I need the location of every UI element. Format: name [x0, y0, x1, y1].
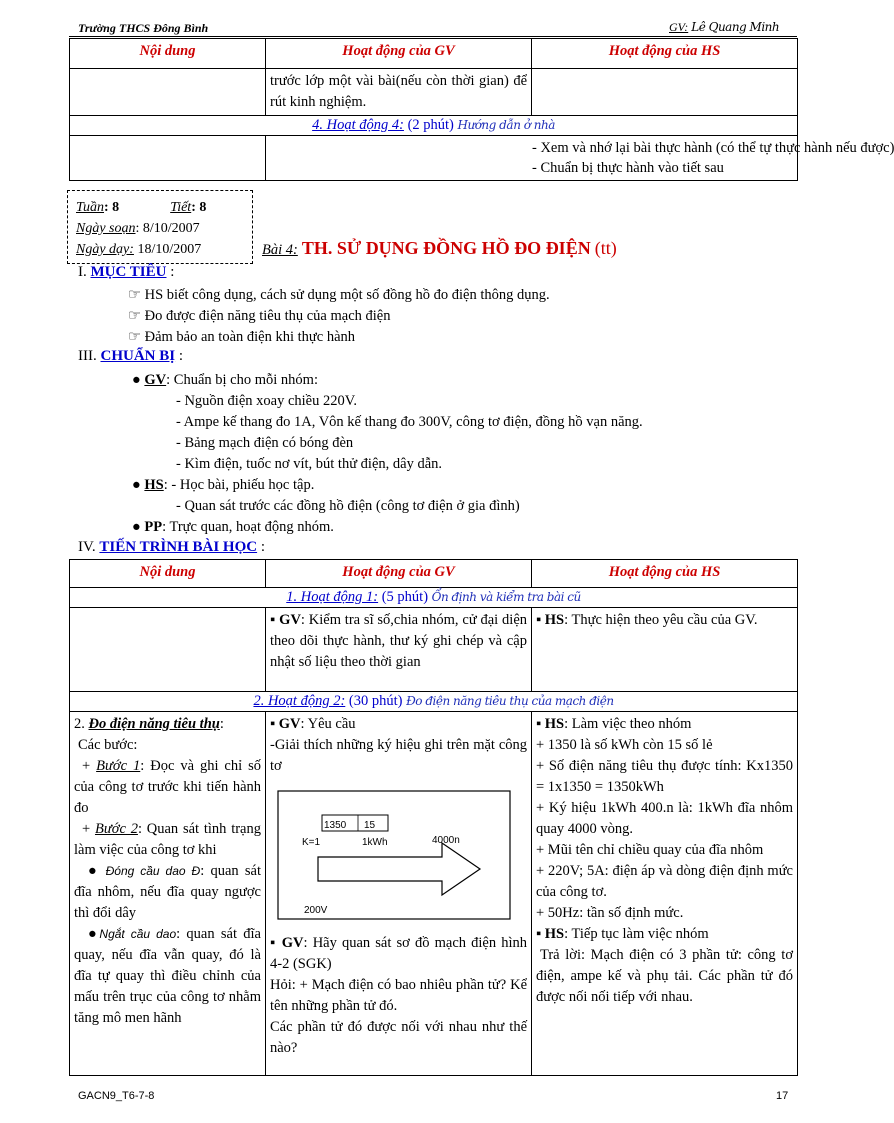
hs2-item: + 1350 là số kWh còn 15 số lẻ [536, 737, 713, 753]
activity1-label: 1. Hoạt động 1: [286, 589, 379, 605]
muc-tieu-number: I. [78, 264, 87, 280]
ngay-soan-label: Ngày soạn [76, 221, 136, 236]
activity1-row [70, 588, 798, 608]
goal-text-3: Đảm bảo an toàn điện khi thực hành [144, 329, 356, 345]
meter-rev: 4000n [432, 835, 460, 846]
section-muc-tieu [78, 264, 174, 281]
gv2-text: : Yêu cầu [300, 716, 356, 732]
ngay-day-label: Ngày dạy: [76, 242, 134, 257]
main-col-header-noi-dung: Nội dung [70, 560, 266, 588]
gv2-item: -Giải thích những ký hiệu ghi trên mặt công tơ [270, 737, 527, 774]
steps-intro: Các bước: [78, 737, 138, 753]
footer-page-number: 17 [776, 1090, 789, 1102]
prep-pp: ● PP: Trực quan, hoạt động nhóm. [132, 519, 334, 535]
goal-item: ☞ Đo được điện năng tiêu thụ của mạch điện [128, 308, 391, 324]
gv2-label: GV [278, 716, 301, 732]
cell-content-empty-2 [70, 136, 266, 181]
a1-gv-text: : Kiểm tra sĩ số,chia nhóm, cử đại diện theo dõi thực hành, thư ký ghi chép và cập nhật số liệu theo thời gian [270, 612, 527, 670]
meter-volt: 200V [304, 905, 328, 916]
activity2-label: 2. Hoạt động 2: [253, 693, 346, 709]
ngat-label: Ngắt cầu dao [99, 927, 177, 941]
table-main [69, 559, 798, 1076]
chuan-bi-title: CHUẨN BỊ [100, 348, 176, 364]
dong-text: : quan sát đĩa nhôm, nếu đĩa quay ngược thì đổi dây [74, 863, 262, 921]
a1-hs-cell: ▪ HS: Thực hiện theo yêu cầu của GV. [532, 608, 798, 692]
a1-gv-label: GV [279, 612, 301, 628]
step-1: + Bước 1: Đọc và ghi chỉ số của công tơ trước khi tiến hành đo [74, 758, 261, 816]
step2-text: : Quan sát tình trạng làm việc của công tơ khi [74, 821, 261, 858]
step2-label: Bước 2 [94, 821, 138, 837]
goal-item: ☞ Đảm bảo an toàn điện khi thực hành [128, 329, 356, 345]
activity2-handwritten: Đo điện năng tiêu thụ của mạch điện [406, 694, 614, 708]
goal-item: ☞ HS biết công dụng, cách sử dụng một số đồng hồ đo điện thông dụng. [128, 287, 550, 303]
activity1-handwritten: Ổn định và kiểm tra bài cũ [431, 590, 581, 604]
hs2-item: + 220V; 5A: điện áp và dòng điện định mức của công tơ. [536, 863, 793, 900]
tiet-value: : 8 [191, 200, 207, 215]
lesson-meta-box [67, 190, 253, 264]
prep-hs-label: HS [144, 477, 164, 493]
lesson-title [262, 238, 617, 259]
prep-hs-text: : - Học bài, phiếu học tập. [163, 477, 315, 493]
hs-homework-line-2: - Chuẩn bị thực hành vào tiết sau [532, 160, 724, 176]
prep-gv-item: - Ampe kế thang đo 1A, Vôn kế thang đo 300V, công tơ điện, đồng hồ vạn năng. [176, 414, 643, 430]
gv3-text: : Hãy quan sát sơ đồ mạch điện hình 4-2 (SGK) [270, 935, 528, 972]
prep-hs-item: - Quan sát trước các đồng hồ điện (công tơ điện ở gia đình) [176, 498, 520, 514]
cell-content-empty [70, 69, 266, 116]
prep-gv-text: : Chuẩn bị cho mỗi nhóm: [166, 372, 318, 388]
tiet-label: Tiết [170, 200, 192, 215]
activity2-row [70, 692, 798, 712]
activity4-handwritten: Hướng dẫn ở nhà [457, 118, 555, 132]
col-header-gv: Hoạt động của GV [266, 39, 532, 69]
lesson-title-text: TH. SỬ DỤNG ĐỒNG HỒ ĐO ĐIỆN [301, 238, 591, 258]
meter-k: K=1 [302, 837, 321, 848]
tuan-value: : 8 [104, 200, 120, 215]
activity4-duration: (2 phút) [407, 117, 454, 133]
col-header-noi-dung: Nội dung [70, 39, 266, 69]
meter-frame [278, 791, 510, 919]
prep-pp-label: PP [144, 519, 163, 535]
table-top [69, 38, 894, 181]
content-heading-num: 2. [74, 716, 85, 732]
hs2-item: + Số điện năng tiêu thụ được tính: Kx1350 = 1x1350 = 1350kWh [536, 758, 793, 795]
chuan-bi-colon: : [178, 348, 184, 364]
activity4-row [70, 116, 798, 136]
main-col-header-gv: Hoạt động của GV [266, 560, 532, 588]
prep-hs: ● HS: - Học bài, phiếu học tập. [132, 477, 315, 493]
footer-code: GACN9_T6-7-8 [78, 1090, 155, 1102]
tien-trinh-colon: : [260, 539, 266, 555]
prep-gv: ● GV: Chuẩn bị cho mỗi nhóm: [132, 372, 318, 388]
lesson-suffix: (tt) [594, 238, 617, 258]
teacher-header [669, 20, 779, 35]
a1-gv-cell: ▪ GV: Kiểm tra sĩ số,chia nhóm, cử đại diện theo dõi thực hành, thư ký ghi chép và cập nhật số liệu theo thời gian [266, 608, 532, 692]
header-rule [69, 36, 797, 37]
content-heading-colon: : [219, 716, 224, 732]
hs3-answer: Trả lời: Mạch điện có 3 phần tử: công tơ điện, ampe kế và phụ tải. Các phần tử đó được nối nối tiếp với nhau. [536, 947, 793, 1005]
a2-hs-cell: ▪ HS: Làm việc theo nhóm + 1350 là số kWh còn 15 số lẻ + Số điện năng tiêu thụ được tính: Kx1350 = 1x1350 = 1350kWh + Ký hiệu 1kWh 400.n là: 1kWh đĩa nhôm quay 4000 vòng. + Mũi tên chỉ chiều quay của đĩa nhôm + 220V; 5A: điện áp và dòng điện định mức của công tơ. + 50Hz: tần số định mức. ▪ HS: Tiếp tục làm việc nhóm Trả lời: Mạch điện có 3 phần tử: công tơ điện, ampe kế và phụ tải. Các phần tử đó được nối nối tiếp với nhau. [532, 712, 798, 1076]
gv3-q1: Hỏi: + Mạch điện có bao nhiêu phần tử? Kể tên những phần tử đó. [270, 977, 527, 1014]
teacher-signature: Lê Quang Minh [691, 20, 780, 34]
content-heading [74, 714, 261, 735]
tien-trinh-number: IV. [78, 539, 96, 555]
a1-hs-text: : Thực hiện theo yêu cầu của GV. [564, 612, 758, 628]
hs2-item: + Ký hiệu 1kWh 400.n là: 1kWh đĩa nhôm quay 4000 vòng. [536, 800, 793, 837]
goal-text-2: Đo được điện năng tiêu thụ của mạch điện [144, 308, 391, 324]
prep-gv-item: - Nguồn điện xoay chiều 220V. [176, 393, 357, 409]
main-col-header-hs: Hoạt động của HS [532, 560, 798, 588]
ngat-text: : quan sát đĩa quay, nếu đĩa vẫn quay, đó là đĩa tự quay thì điều chỉnh của mấu trên trục của công tơ nhằm tăng mô men hãnh [74, 926, 261, 1026]
meter-reading-b: 15 [364, 820, 376, 831]
gv3-q2: Các phần tử đó được nối với nhau như thế nào? [270, 1019, 527, 1056]
hs-homework-line-1: - Xem và nhớ lại bài thực hành (có thể tự thực hành nếu được) [532, 140, 894, 156]
hs3-label: HS [544, 926, 565, 942]
col-header-hs: Hoạt động của HS [532, 39, 798, 69]
dong-label: Đóng cầu dao Đ [105, 864, 201, 878]
activity2-duration: (30 phút) [348, 693, 403, 709]
gv3-label: GV [281, 935, 304, 951]
cell-gv-continuation: trước lớp một vài bài(nếu còn thời gian) để rút kinh nghiệm. [266, 69, 532, 116]
meter-diagram [266, 785, 532, 919]
prep-gv-item: - Bảng mạch điện có bóng đèn [176, 435, 354, 451]
muc-tieu-title: MỤC TIÊU [90, 264, 167, 280]
tuan-label: Tuần [76, 200, 105, 215]
step-dong: ● Đóng cầu dao Đ: quan sát đĩa nhôm, nếu đĩa quay ngược thì đổi dây [74, 863, 262, 921]
school-name: Trường THCS Đông Bình [78, 21, 209, 35]
goal-text-1: HS biết công dụng, cách sử dụng một số đồng hồ đo điện thông dụng. [144, 287, 550, 303]
hs2-item: + 50Hz: tần số định mức. [536, 905, 684, 921]
cell-hs-homework [266, 136, 894, 181]
lesson-prefix: Bài 4: [262, 242, 298, 258]
section-chuan-bi [78, 348, 183, 365]
hs2-label: HS [544, 716, 565, 732]
a1-content-empty [70, 608, 266, 692]
tien-trinh-title: TIẾN TRÌNH BÀI HỌC [99, 539, 258, 555]
meter-reading-a: 1350 [324, 820, 347, 831]
activity1-duration: (5 phút) [381, 589, 429, 605]
activity4-label: 4. Hoạt động 4: [312, 117, 404, 133]
content-heading-text: Đo điện năng tiêu thụ [88, 716, 220, 732]
prep-pp-text: : Trực quan, hoạt động nhóm. [162, 519, 334, 535]
section-tien-trinh [78, 539, 265, 556]
gv-label: GV: [669, 20, 689, 34]
prep-gv-label: GV [144, 372, 167, 388]
chuan-bi-number: III. [78, 348, 97, 364]
hs2-item: + Mũi tên chỉ chiều quay của đĩa nhôm [536, 842, 764, 858]
ngay-day-value: 18/10/2007 [137, 242, 202, 257]
step1-text: : Đọc và ghi chỉ số của công tơ trước khi tiến hành đo [74, 758, 261, 816]
hs2-text: : Làm việc theo nhóm [564, 716, 692, 732]
ngay-soan-value: : 8/10/2007 [135, 221, 200, 236]
prep-gv-item: - Kìm điện, tuốc nơ vít, bút thử điện, dây dẫn. [176, 456, 443, 472]
a1-hs-label: HS [544, 612, 565, 628]
a2-gv-cell [266, 712, 532, 1076]
cell-hs-empty [532, 69, 798, 116]
step-2: + Bước 2: Quan sát tình trạng làm việc của công tơ khi [74, 821, 261, 858]
a2-content-cell [70, 712, 266, 1076]
step-ngat: ●Ngắt cầu dao: quan sát đĩa quay, nếu đĩa vẫn quay, đó là đĩa tự quay thì điều chỉnh của mấu trên trục của công tơ nhằm tăng mô men hãnh [74, 926, 261, 1026]
muc-tieu-colon: : [170, 264, 175, 280]
step1-label: Bước 1 [96, 758, 141, 774]
gv2-block: ▪ GV: Yêu cầu -Giải thích những ký hiệu ghi trên mặt công tơ [266, 712, 531, 779]
meter-unit: 1kWh [362, 837, 388, 848]
hs3-text: : Tiếp tục làm việc nhóm [564, 926, 709, 942]
gv3-block: ▪ GV: Hãy quan sát sơ đồ mạch điện hình 4-2 (SGK) Hỏi: + Mạch điện có bao nhiêu phần tử? Kể tên những phần tử đó. Các phần tử đó được nối với nhau như thế nào? [266, 919, 531, 1061]
